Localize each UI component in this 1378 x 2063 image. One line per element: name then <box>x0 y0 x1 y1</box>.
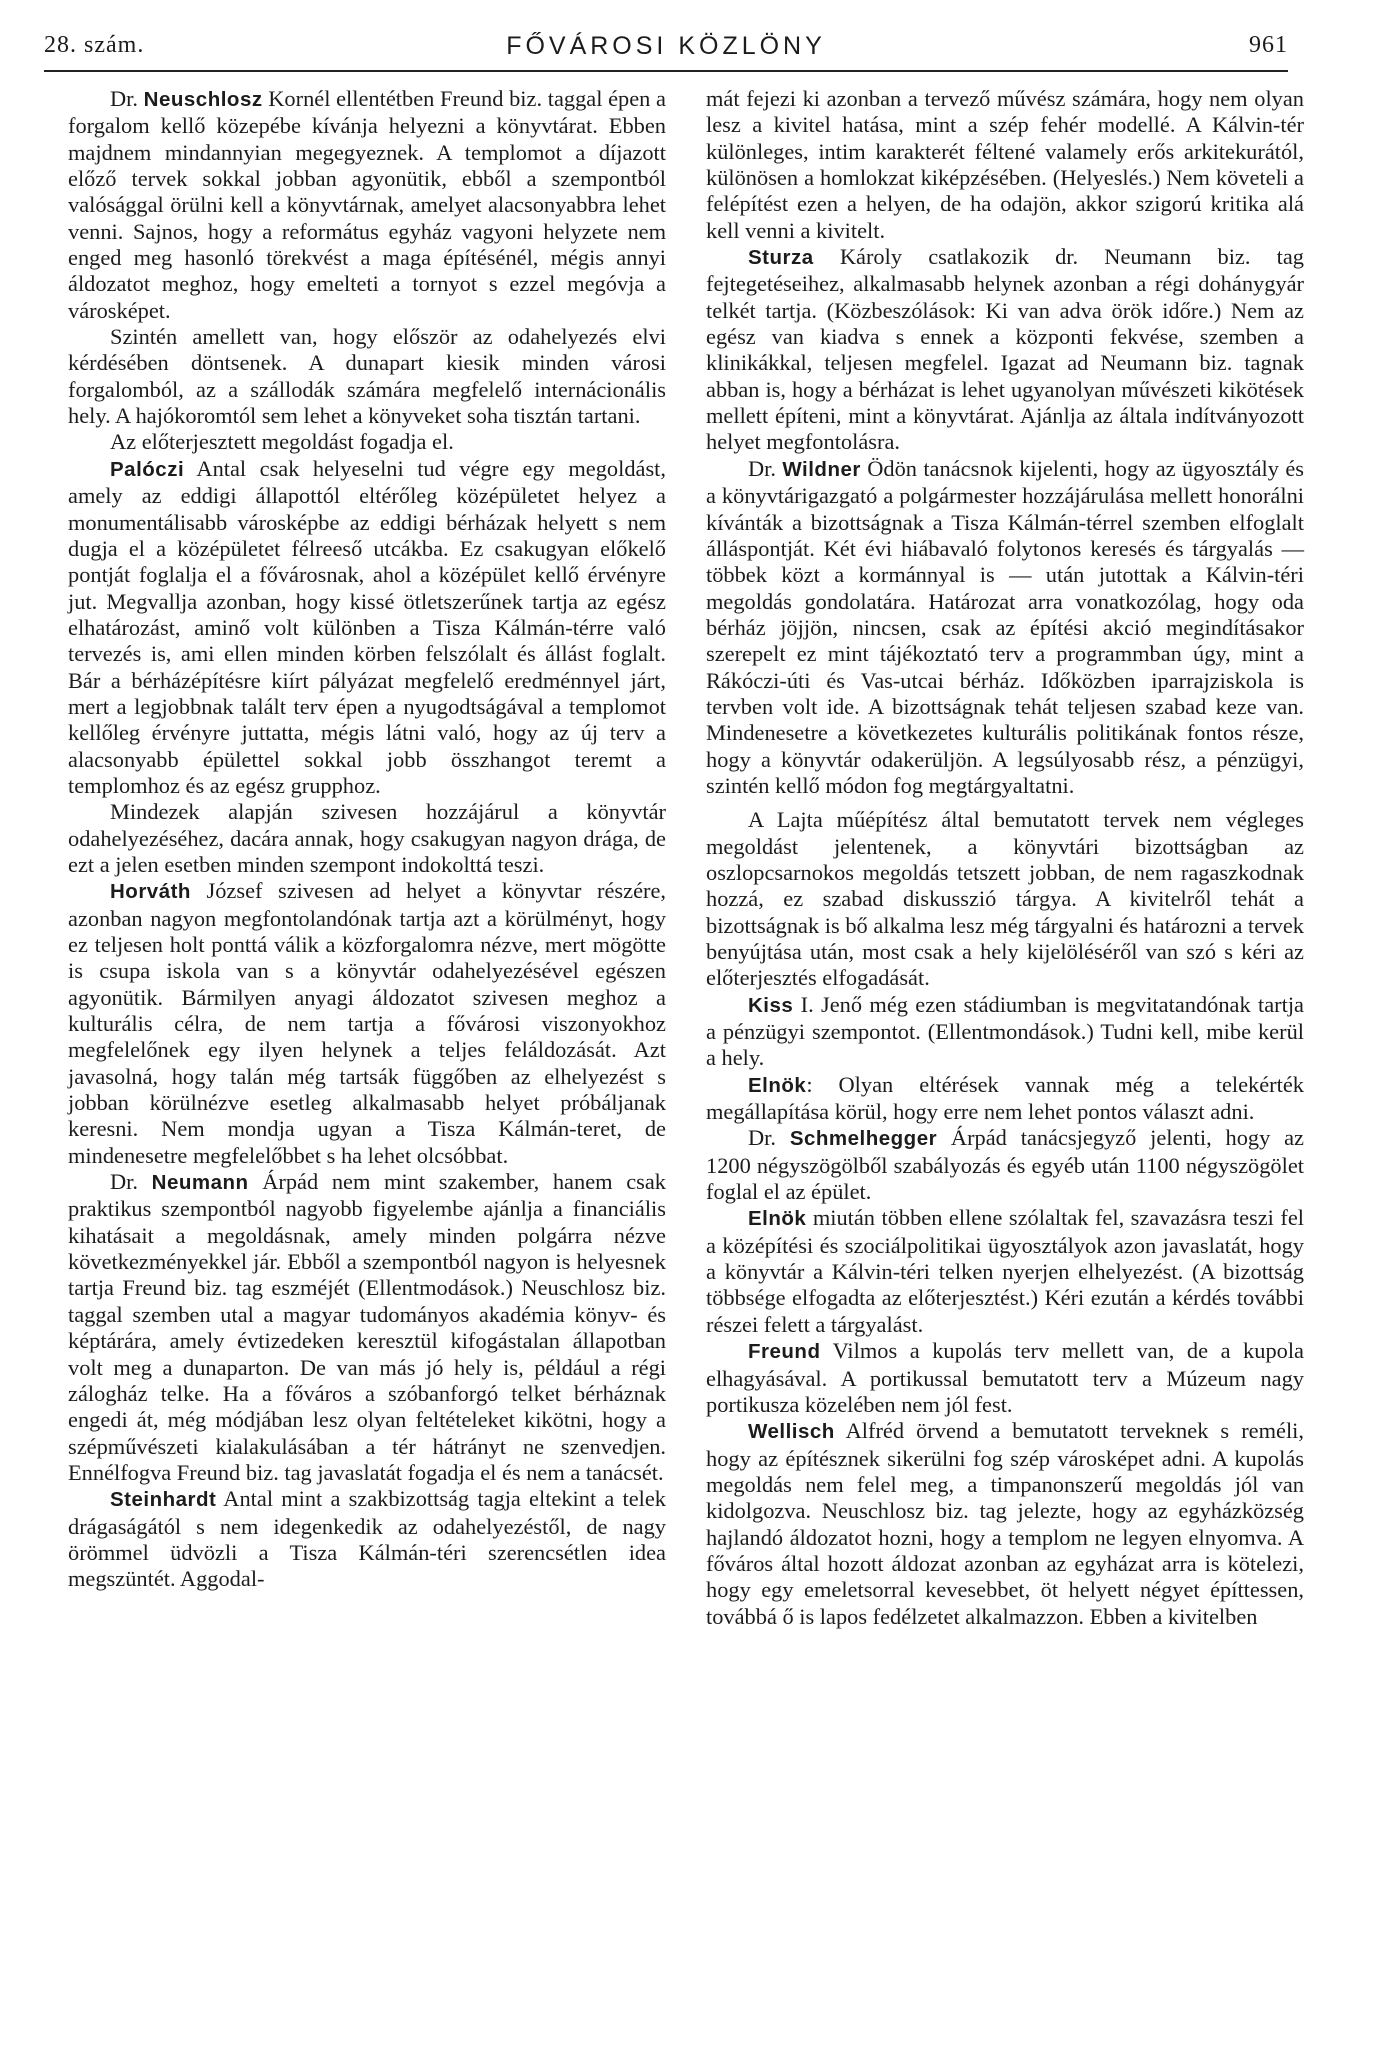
paragraph <box>706 1072 1304 1126</box>
speaker-name: Kiss <box>748 993 794 1017</box>
header-rule <box>44 70 1288 72</box>
paragraph-text: Szintén amellett van, hogy először az odahelyezés elvi kérdésében döntsenek. A dunapart kiesik minden városi forgalomból, az a szállodák számára megfelelő internácionális hely. A hajókoromtól sem lehet a könyveket soha tisztán tartani. <box>68 324 666 429</box>
speaker-name: Neuschlosz <box>143 88 263 111</box>
paragraph-text: József szivesen ad helyet a könyvtar részére, azonban nagyon megfontolandónak tartja azt a körülményt, hogy ez teljesen holt ponttá válik a közforgalomra nézve, mert mögötte is csupa iskola van s a könyvtár odahelyezésével egészen agyonütik. Bármilyen anyagi áldozatot szivesen meghoz a kulturális célra, de nem tartja a fővárosi viszonyokhoz megfelelőnek egy ilyen helynek a teljes feláldozását. Azt javasolná, hogy talán még tartsák függőben az elhelyezést s jobban körülnézve esetleg alkalmasabb helyet próbáljanak keresni. Nem mondja ugyan a Tisza Kálmán-teret, de mindenesetre megfelelőbbet s ha lehet olcsóbbat. <box>68 878 666 1168</box>
paragraph <box>706 1418 1304 1630</box>
page-header <box>44 26 1288 68</box>
speaker-name: Freund <box>748 1340 821 1364</box>
paragraph-text: Ödön tanácsnok kijelenti, hogy az ügyosztály és a könyvtárigazgató a polgármester hozzájárulása mellett honorálni kívánták a bizottságnak a Tisza Kálmán-térrel szemben elfoglalt álláspontját. Két évi hiábavaló folytonos keresés és tárgyalás — többek közt a kormánnyal is — után jutottak a Kálvin-téri megoldás gondolatára. Határozat arra vonatkozólag, hogy oda bérház jöjjön, nincsen, csak az építési akció megindításakor szerepelt ez mint tájékoztató terv a programmban úgy, mint a Rákóczi-úti és Vas-utcai bérház. Időközben iparrajziskola is tervben volt ide. A bizottságnak tehát teljesen szabad keze van. Mindenesetre a következetes kulturális politikának fontos része, hogy a könyvtár odakerüljön. A legsúlyosabb rész, a pénzügyi, szintén kellő módon fog megtárgyaltatni. <box>706 455 1304 798</box>
paragraph <box>68 1169 666 1486</box>
paragraph-text: Mindezek alapján szivesen hozzájárul a könyvtár odahelyezéséhez, dacára annak, hogy csakugyan nagyon drága, de ezt a jelen esetben minden szempont indokolttá teszi. <box>68 799 666 877</box>
paragraph <box>68 86 666 324</box>
speaker-prefix: Dr. <box>110 1169 152 1195</box>
left-column <box>68 86 666 1593</box>
speaker-name: Neumann <box>151 1171 249 1195</box>
paragraph-text: : Olyan eltérések vannak még a telekérték megállapítása körül, hogy erre nem lehet pontos választ adni. <box>706 1071 1304 1125</box>
paragraph-text: mát fejezi ki azonban a tervező művész számára, hogy nem olyan lesz a kivitel hatása, mint a szép fehér modellé. A Kálvin-tér különleges, intim karakterét féltené valamely erős arkitekurától, különösen a homlokzat kiképzésében. (Helyeslés.) Nem követeli a felépítést ezen a helyen, de ha odajön, akkor szigorú kritika alá kell venni a kivitelt. <box>706 86 1304 243</box>
paragraph-text: miután többen ellene szólaltak fel, szavazásra teszi fel a középítési és szociálpolitikai ügyosztályok azon javaslatát, hogy a könyvtár a Kálvin-téri telken nyerjen elhelyezést. (A bizottság többsége elfogadta az előterjesztést.) Kéri ezután a kérdés további részei felett a tárgyalást. <box>706 1205 1304 1337</box>
speaker-name: Elnök <box>748 1207 807 1231</box>
speaker-name: Wellisch <box>748 1420 835 1444</box>
speaker-name: Horváth <box>110 880 191 904</box>
issue-number: 28. szám. <box>44 32 145 58</box>
paragraph <box>706 1338 1304 1418</box>
paragraph <box>706 992 1304 1072</box>
paragraph <box>68 429 666 455</box>
paragraph <box>706 456 1304 799</box>
speaker-name: Steinhardt <box>110 1488 217 1512</box>
speaker-name: Elnök <box>748 1073 807 1097</box>
paragraph-text: Árpád nem mint szakember, hanem csak praktikus szempontból nagyobb figyelembe ajánlja a financiális kihatásait a megoldásnak, amely minden polgárra nézve következményekkel jár. Ebből a szempontból nagyon is helyesnek tartja Freund biz. tag eszméjét (Ellentmodások.) Neuschlosz biz. taggal szemben utal a magyar tudományos akadémia könyv- és képtárára, amely évtizedeken keresztül kifogástalan állapotban volt meg a dunaparton. De van más jó hely is, például a régi zálogház telke. Ha a főváros a szóbanforgó telket bérháznak engedi át, még módjában lesz olyan feltételeket kikötni, hogy a szépművészeti kialakulásában a tér hátrányt ne szenvedjen. Ennélfogva Freund biz. tag javaslatát fogadja el és nem a tanácsét. <box>68 1169 666 1485</box>
speaker-prefix: Dr. <box>110 86 144 111</box>
speaker-name: Sturza <box>748 246 814 270</box>
paragraph-text: Antal csak helyeselni tud végre egy megoldást, amely az eddigi állapottól eltérőleg középületet helyez a monumentálisabb városképbe az eddigi bérházak helyett s nem dugja el a középületet félreeső utcákba. Ez csakugyan előkelő pontját foglalja el a fővárosnak, ahol a középület kellő érvényre jut. Megvallja azonban, hogy kissé ötletszerűnek tartja az egész elhatározást, aminő volt különben a Tisza Kálmán-térre való tervezés is, ami ellen minden körben felszólalt és állást foglalt. Bár a bérházépítésre kiírt pályázat megfelelő eredménnyel járt, mert a legjobbnak talált terv épen a nyugodtságával a templomot kellőleg érvényre juttatta, mégis látni való, hogy az új terv a alacsonyabb épülettel sokkal jobb összhangot teremt a templomhoz és az egész grupphoz. <box>68 455 666 798</box>
paragraph-text: Károly csatlakozik dr. Neumann biz. tag fejtegetéseihez, alkalmasabb helynek azonban a régi dohánygyár telkét tartja. (Közbeszólások: Ki van adva örök időre.) Nem az egész van kiadva s ennek a központi fekvése, szemben a klinikákkal, teljesen megfelel. Igazat ad Neumann biz. tagnak abban is, hogy a bérházat is lehet ugyanolyan művészeti kikötések mellett építeni, mint a könyvtárat. Ajánlja az általa indítványozott helyet megfontolásra. <box>706 244 1304 455</box>
paragraph <box>68 1486 666 1592</box>
paragraph <box>706 807 1304 991</box>
publication-title: FŐVÁROSI KÖZLÖNY <box>506 32 826 60</box>
speaker-name: Wildner <box>782 457 861 481</box>
paragraph-text: Vilmos a kupolás terv mellett van, de a kupola elhagyásával. A portikussal bemutatott terv a Múzeum nagy portikusza közelében nem jól fest. <box>706 1338 1304 1417</box>
paragraph-text: Árpád tanácsjegyző jelenti, hogy az 1200 négyszögölből szabályozás és egyéb után 1100 négyszögölet foglal el az épület. <box>706 1125 1304 1205</box>
paragraph <box>68 878 666 1169</box>
speaker-prefix: Dr. <box>748 1125 790 1151</box>
speaker-name: Palóczi <box>110 457 185 481</box>
paragraph-text: Alfréd örvend a bemutatott terveknek s reméli, hogy az építésznek sikerülni fog szép városképet adni. A kupolás megoldás nem felel meg, a timpanonszerű megoldás jól van kidolgozva. Neuschlosz biz. tag jelezte, hogy az egyházközség hajlandó áldozatot hozni, hogy a templom ne legyen elnyomva. A főváros által hozott áldozat azonban az egyházat arra is kötelezi, hogy egy emeletsorral kevesebbet, öt helyett négyet építtessen, továbbá ő is lapos fedélzetet alkalmazzon. Ebben a kivitelben <box>706 1418 1304 1629</box>
paragraph-text: Kornél ellentétben Freund biz. taggal épen a forgalom kellő közepébe kívánja helyezni a könyvtárat. Ebben majdnem mindannyian megegyeznek. A templomot a díjazott előző tervek sokkal jobban agyonütik, ebből a szempontból valósággal örülni kell a könyvtárnak, amelyet alacsonyabbra lehet venni. Sajnos, hogy a református egyház vagyoni helyzete nem enged meg hasonló törekvést a maga építésénél, mégis annyi áldozatot meghoz, hogy emelteti a tornyot s ezzel megóvja a városképet. <box>68 86 666 323</box>
paragraph-text: Az előterjesztett megoldást fogadja el. <box>110 429 454 455</box>
paragraph <box>706 1125 1304 1205</box>
paragraph <box>68 324 666 429</box>
speaker-prefix: Dr. <box>748 455 783 481</box>
page-number: 961 <box>1249 32 1288 58</box>
paragraph-text: A Lajta műépítész által bemutatott tervek nem végleges megoldást jelentenek, a könyvtári bizottságban az oszlopcsarnokos megoldás tetszett jobban, de nem ragaszkodnak hozzá, ez szabad diskusszió tárgya. A kivitelről tehát a bizottságnak is bő alkalma lesz még tárgyalni és határozni a tervek benyújtása után, most csak a hely kijelöléséről van szó s kéri az előterjesztés elfogadását. <box>706 807 1304 991</box>
paragraph <box>706 86 1304 244</box>
paragraph-text: I. Jenő még ezen stádiumban is megvitatandónak tartja a pénzügyi szempontot. (Ellentmondások.) Tudni kell, mibe kerül a hely. <box>706 991 1304 1071</box>
right-column <box>706 86 1304 1630</box>
paragraph <box>68 799 666 878</box>
paragraph <box>68 456 666 799</box>
paragraph <box>706 244 1304 456</box>
speaker-name: Schmelhegger <box>789 1127 938 1151</box>
paragraph-text: Antal mint a szakbizottság tagja eltekint a telek drágaságától s nem idegenkedik az odahelyezéstől, de nagy örömmel üdvözli a Tisza Kálmán-téri szerencsétlen idea megszüntét. Aggodal- <box>68 1486 666 1592</box>
paragraph <box>706 1205 1304 1338</box>
